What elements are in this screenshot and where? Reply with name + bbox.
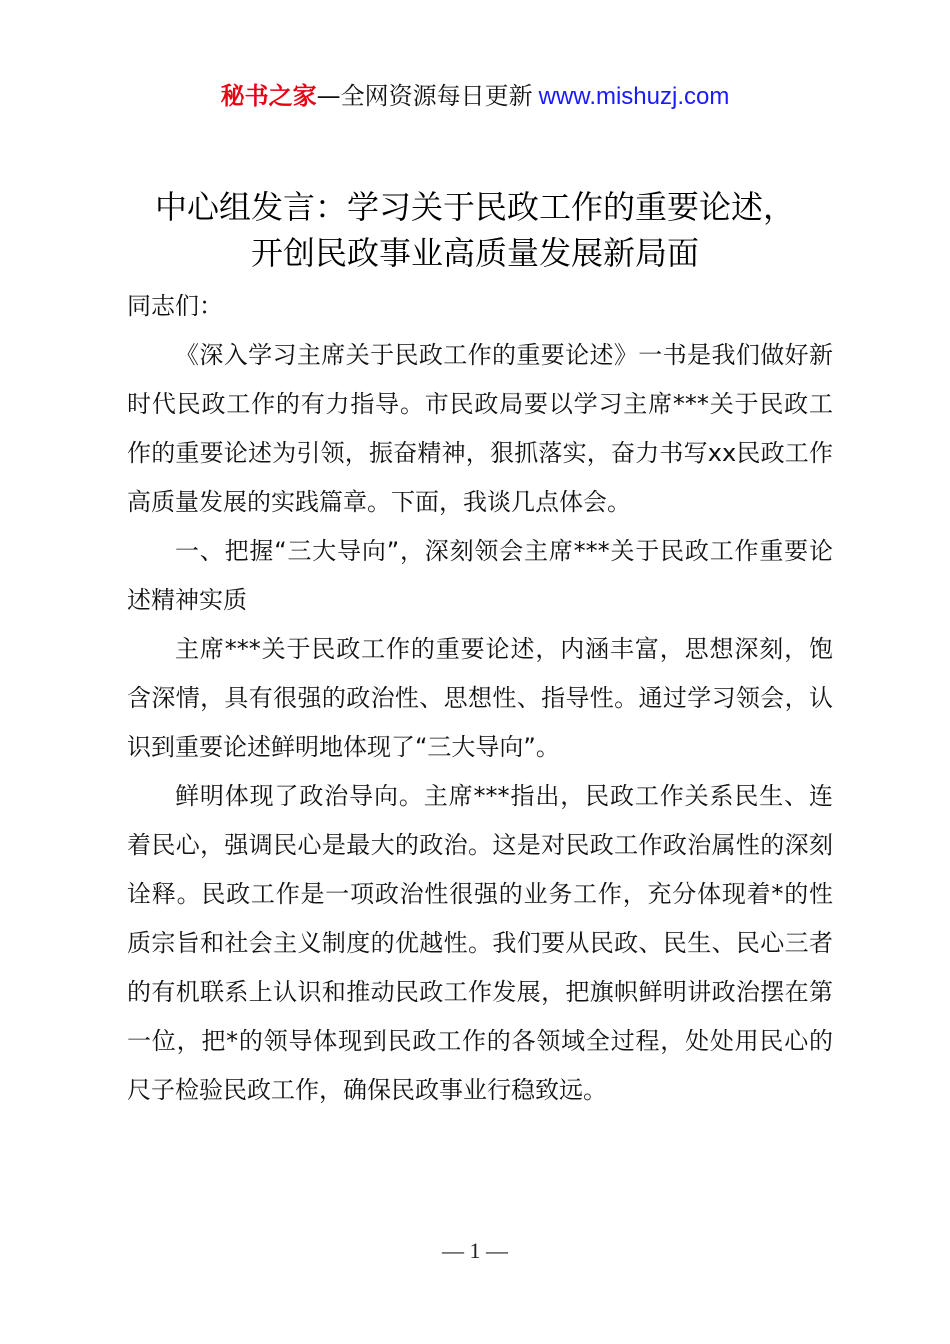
brand-name: 秘书之家 (220, 82, 317, 110)
title-line-1: 中心组发言：学习关于民政工作的重要论述， (154, 188, 795, 226)
section-heading-1: 一、把握“三大导向”，深刻领会主席***关于民政工作重要论述精神实质 (127, 537, 833, 614)
site-header (0, 78, 950, 115)
salutation: 同志们： (127, 292, 223, 320)
page-number: — 1 — (442, 1238, 508, 1263)
site-url-link[interactable]: www.mishuzj.com (538, 83, 730, 110)
paragraph-political-orientation: 鲜明体现了政治导向。主席***指出，民政工作关系民生、连着民心，强调民心是最大的政治。这是对民政工作政治属性的深刻诠释。民政工作是一项政治性很强的业务工作，充分体现着*的性质宗旨和社会主义制度的优越性。我们要从民政、民生、民心三者的有机联系上认识和推动民政工作发展，把旗帜鲜明讲政治摆在第一位，把*的领导体现到民政工作的各领域全过程，处处用民心的尺子检验民政工作，确保民政事业行稳致远。 (127, 782, 833, 1104)
document-body (127, 282, 833, 1115)
header-tagline: —全网资源每日更新 (316, 82, 533, 110)
paragraph-three-orientations: 主席***关于民政工作的重要论述，内涵丰富，思想深刻，饱含深情，具有很强的政治性、思想性、指导性。通过学习领会，认识到重要论述鲜明地体现了“三大导向”。 (127, 635, 833, 761)
paragraph-intro: 《深入学习主席关于民政工作的重要论述》一书是我们做好新时代民政工作的有力指导。市民政局要以学习主席***关于民政工作的重要论述为引领，振奋精神，狠抓落实，奋力书写xx民政工作高质量发展的实践篇章。下面，我谈几点体会。 (127, 341, 833, 516)
title-line-2: 开创民政事业高质量发展新局面 (250, 234, 699, 272)
document-title (60, 184, 890, 276)
